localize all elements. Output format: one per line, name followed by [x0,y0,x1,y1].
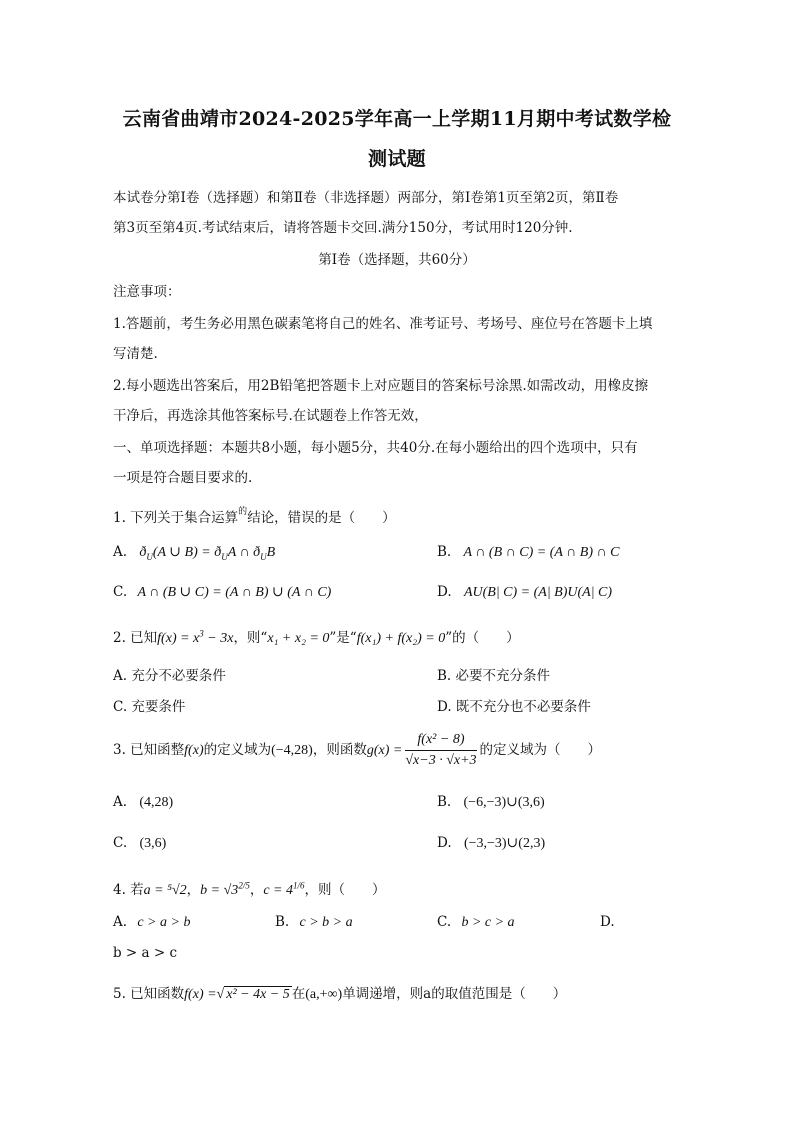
q5-stem-c: 单调递增，则a的取值范围是（ ） [342,986,567,1002]
q1-option-a [113,544,275,562]
q4-c-exp: 1/6 [293,880,305,891]
intro-line1: 本试卷分第Ⅰ卷（选择题）和第Ⅱ卷（非选择题）两部分，第Ⅰ卷第1页至第2页，第Ⅱ卷 [113,190,619,206]
q3-option-c-value: (3,6) [139,836,167,851]
q2-stem [113,626,520,647]
q3-option-d-value: (−3,−3)∪(2,3) [463,836,546,851]
q3-stem-a: 3. 已知函整 [113,742,185,758]
q4-c-base: c = 4 [263,883,293,898]
q4-option-a-label: A. [113,914,128,930]
q1-option-d-math: AU(B| C) = (A| B)U(A| C) [463,585,613,600]
q2-option-c: C. 充要条件 [113,699,186,715]
part1-line1: 一、单项选择题：本题共8小题，每小题5分，共40分.在每小题给出的四个选项中，只有 [113,440,638,456]
q1-option-c [113,584,331,601]
q3-option-a [113,794,173,811]
notice-item1-line1: 1.答题前，考生务必用黑色碳素笔将自己的姓名、准考证号、考场号、座位号在答题卡上填 [113,316,653,332]
q2-stem-a: 2. 已知 [113,630,158,646]
q2-option-b: B. 必要不充分条件 [437,668,551,684]
q4-b-exp: 2/5 [238,880,250,891]
q1-stem-b: 结论，错误的是（ ） [247,510,396,526]
part1-line2: 一项是符合题目要求的. [113,470,253,486]
q2-func-tail: − 3x [203,631,234,646]
q4-c-def [263,880,305,898]
q4-stem [113,878,386,899]
q4-option-a-value: c > a > b [137,915,191,930]
q5-stem-a: 5. 已知函数 [113,986,185,1002]
notice-heading: 注意事项： [113,284,181,300]
q5-stem-b: 在 [291,986,306,1002]
q1-option-c-math: A ∩ (B ∪ C) = (A ∩ B) ∪ (A ∩ C) [137,585,332,600]
q3-option-b [437,794,545,811]
q1-stem-sup: 的 [238,507,248,517]
q4-b-base: b = √3 [200,883,239,898]
q1-a-part2: A ∩ ð [227,545,261,560]
complement-sub: U [260,551,267,562]
q2-func-base: f(x) = x [157,631,200,646]
q1-a-part1: (A ∪ B) = ð [152,545,222,560]
q1-stem-a: 1. 下列关于集合运算 [113,510,239,526]
notice-item2-line1: 2.每小题选出答案后，用2B铅笔把答题卡上对应题目的答案标号涂黑.如需改动，用橡皮擦 [113,378,649,394]
q5-stem [113,982,566,1003]
document-title-line2: 测试题 [368,148,426,170]
q1-option-c-label: C. [113,584,128,600]
q3-option-c-label: C. [113,835,128,851]
q1-option-d [437,584,612,601]
q3-fraction [405,732,476,769]
notice-item1-line2: 写清楚. [113,346,158,362]
q3-option-b-value: (−6,−3)∪(3,6) [463,795,545,810]
q2-option-a: A. 充分不必要条件 [113,668,226,684]
intro-line2: 第3页至第4页.考试结束后，请将答题卡交回.满分150分，考试用时120分钟. [113,220,573,236]
q1-option-a-label: A. [113,544,128,560]
q2-condition2: f(x₁) + f(x₂) = 0 [356,631,446,646]
q1-option-a-math [139,545,275,560]
q1-option-b-math: A ∩ (B ∩ C) = (A ∩ B) ∩ C [463,545,620,560]
q3-option-a-value: (4,28) [139,795,174,810]
q3-option-c [113,835,166,852]
q3-fraction-numerator: f(x² − 8) [405,732,476,751]
q5-fx: f(x) = [184,987,217,1002]
q3-fraction-denominator: √x−3 · √x+3 [405,753,477,768]
complement-symbol: ð [139,545,147,560]
q4-stem-a: 4. 若 [113,882,144,898]
q5-radicand: x² − 4x − 5 [226,987,290,1002]
q3-domain: (−4,28) [271,743,313,758]
q4-option-b-label: B. [275,914,290,930]
q4-a-def: a = ⁵√2 [143,883,187,898]
notice-item2-line2: 干净后，再选涂其他答案标号.在试题卷上作答无效， [113,408,428,424]
q3-option-d [437,835,545,852]
q1-option-d-label: D. [437,584,452,600]
q3-gx: g(x) = [366,743,403,758]
q3-option-b-label: B. [437,794,452,810]
section-heading: 第Ⅰ卷（选择题，共60分） [318,252,476,268]
q4-option-d-value: b > a > c [113,945,178,961]
q3-fx: f(x) [184,743,204,758]
q3-stem-c: ，则函数 [312,742,367,758]
q3-stem-d: 的定义域为（ ） [479,742,602,758]
q1-option-b [437,544,619,561]
document-title-line1: 云南省曲靖市2024-2025学年高一上学期11月期中考试数学检 [122,108,672,130]
q2-stem-b: ，则“ [233,630,268,646]
complement-sub: U [221,551,228,562]
q2-stem-d: ”的（ ） [445,630,520,646]
q2-func-exp: 3 [199,628,204,639]
q1-option-b-label: B. [437,544,452,560]
complement-sub: U [146,551,153,562]
q4-option-b-value: c > b > a [299,915,353,930]
q1-stem [113,506,396,526]
q2-option-d: D. 既不充分也不必要条件 [437,699,591,715]
q5-radical: √ x² − 4x − 5 [216,987,290,1002]
q2-condition1: x₁ + x₂ = 0 [267,631,330,646]
q4-option-b [275,914,353,931]
q3-option-d-label: D. [437,835,452,851]
q3-stem-b: 的定义域为 [203,742,272,758]
q2-func [157,628,234,646]
q4-option-c-label: C. [437,914,452,930]
q4-option-a [113,914,190,931]
q4-option-d-label: D. [600,914,615,930]
q4-b-def [200,880,250,898]
q3-stem [113,732,601,769]
q4-sep1: ， [186,882,201,898]
q3-option-a-label: A. [113,794,128,810]
q4-option-c-value: b > c > a [461,915,515,930]
q1-a-part3: B [266,545,276,560]
q4-stem-b: ，则（ ） [304,882,386,898]
q2-stem-c: ”是“ [329,630,357,646]
q5-interval: (a,+∞) [305,987,343,1002]
q4-option-c [437,914,515,931]
q4-sep2: ， [249,882,264,898]
